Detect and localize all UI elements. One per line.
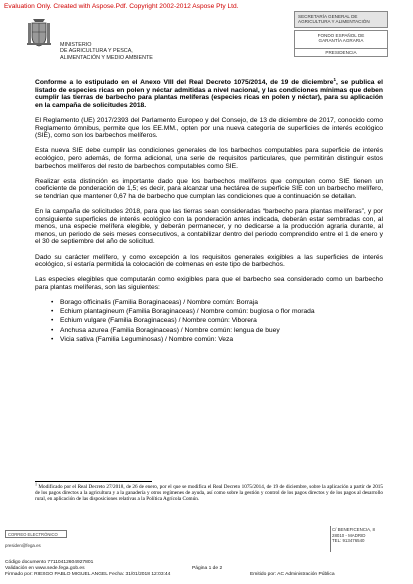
paragraph-5: Dado su carácter melífero, y como excepción a los requisitos generales exigibles a las superficies de interés ecológico, sí estaría permitida la colocación de colmenas en este tipo de barbechos. <box>35 253 383 269</box>
paragraph-6: Las especies elegibles que computarán como exigibles para que el barbecho sea considerado como un barbecho para plantas melíferas, son las siguientes: <box>35 276 383 292</box>
coat-of-arms-icon <box>24 16 54 50</box>
presidencia-label: PRESIDENCIA <box>325 50 357 55</box>
document-code: Código documento 77110412604927801 <box>5 560 94 565</box>
validation-url[interactable]: Validación en www.sede.fega.gob.es <box>5 565 85 571</box>
address-divider <box>330 526 331 552</box>
list-item: • Echium plantagineum (Familia Boraginaceas) / Nombre común: buglosa o flor morada <box>51 308 383 316</box>
footnote-ref: 1 <box>333 76 337 82</box>
list-item: • Vicia sativa (Familia Leguminosas) / Nombre común: Veza <box>51 336 383 344</box>
page-number: Página 1 de 2 <box>192 566 223 571</box>
footnote-divider <box>35 481 152 482</box>
signature-line: Firmado por: RIESGO PABLO MIGUEL ANGEL Fecha: 31/01/2018 12:03:44 Emitido por: AC Administración Pública <box>5 571 335 577</box>
list-item: • Anchusa azurea (Familia Boraginaceas) / Nombre común: lengua de buey <box>51 327 383 335</box>
secretaria-header-box: SECRETARÍA GENERAL DE AGRICULTURA Y ALIMENTACIÓN <box>294 11 388 28</box>
email-label: CORREO ELECTRÓNICO <box>5 530 67 538</box>
footnote: $^1$ Modificado por el Real Decreto 27/2018, de 26 de enero, por el que se modifica el Real Decreto 1075/2014, de 19 de diciembre, sobre la aplicación a partir de 2015 de los pagos directos a la agricultura y a la ganadería y otros regímenes de ayuda, así como sobre la gestión y control de los pagos directos y de los pagos al desarrollo rural, en aplicación de las disposiciones relativas a la Política Agrícola Común. <box>35 481 383 502</box>
ministry-name: MINISTERIO DE AGRICULTURA Y PESCA, ALIMENTACIÓN Y MEDIO AMBIENTE <box>60 42 153 61</box>
document-title: Conforme a lo estipulado en el Anexo VIII del Real Decreto 1075/2014, de 19 de diciembre$^1$, se publica el listado de especies ricas en polen y néctar admitidas a nivel nacional, y las condiciones mínimas que deben cumplir las tierras de barbecho para plantas melíferas (especies ricas en polen y néctar), para su aplicación en la campaña de solicitudes 2018. <box>35 76 383 109</box>
document-body <box>35 76 383 345</box>
species-list <box>51 299 383 343</box>
fondo-header-box: FONDO ESPAÑOL DE GARANTÍA AGRARIA PRESIDENCIA <box>294 30 388 57</box>
verification-footer <box>5 560 409 578</box>
header-divider <box>295 48 387 49</box>
issuer: Emitido por: AC Administración Pública <box>250 571 335 577</box>
email-address[interactable]: presiden@fega.es <box>5 543 41 548</box>
postal-address: C/ BENEFICENCIA, 8 28010 - MADRID TEL: 913476540 <box>332 527 375 543</box>
evaluation-watermark: Evaluation Only. Created with Aspose.Pdf. Copyright 2002-2012 Aspose Pty Ltd. <box>4 3 239 10</box>
list-item: • Echium vulgare (Familia Boraginaceas) / Nombre común: Viborera <box>51 317 383 325</box>
paragraph-4: En la campaña de solicitudes 2018, para que las tierras sean consideradas “barbecho para plantas melíferas”, y por consiguiente superficies de interés ecológico con la ponderación antes indicada, deberán estar sembradas con, al menos, una especie melífera elegible, y deberán permanecer, y no dedicarse a la producción agraria durante, al menos, un periodo de seis meses consecutivos, a contabilizar dentro del periodo comprendido entre el 1 de enero y el 30 de septiembre del año de solicitud. <box>35 208 383 246</box>
paragraph-2: Esta nueva SIE debe cumplir las condiciones generales de los barbechos computables para superficie de interés ecológico, pero además, de forma adicional, una serie de requisitos particulares, que permitirán distinguir estos barbechos melíferos del resto de barbechos computables como SIE. <box>35 147 383 170</box>
paragraph-1: El Reglamento (UE) 2017/2393 del Parlamento Europeo y del Consejo, de 13 de diciembre de 2017, conocido como Reglamento ómnibus, permite que los EE.MM., opten por una nueva categoría de superficies de interés ecológico (SIE), como son los barbechos melíferos. <box>35 116 383 140</box>
list-item: • Borago officinalis (Familia Boraginaceas) / Nombre común: Borraja <box>51 299 383 307</box>
paragraph-3: Realizar esta distinción es importante dado que los barbechos melíferos que computen como SIE tienen un coeficiente de ponderación de 1,5; es decir, para alcanzar una hectárea de superficie SIE con un barbecho melífero, se tendrían que mantener 0,67 ha de barbecho que cumplan las condiciones que a continuación se detallan. <box>35 177 383 200</box>
